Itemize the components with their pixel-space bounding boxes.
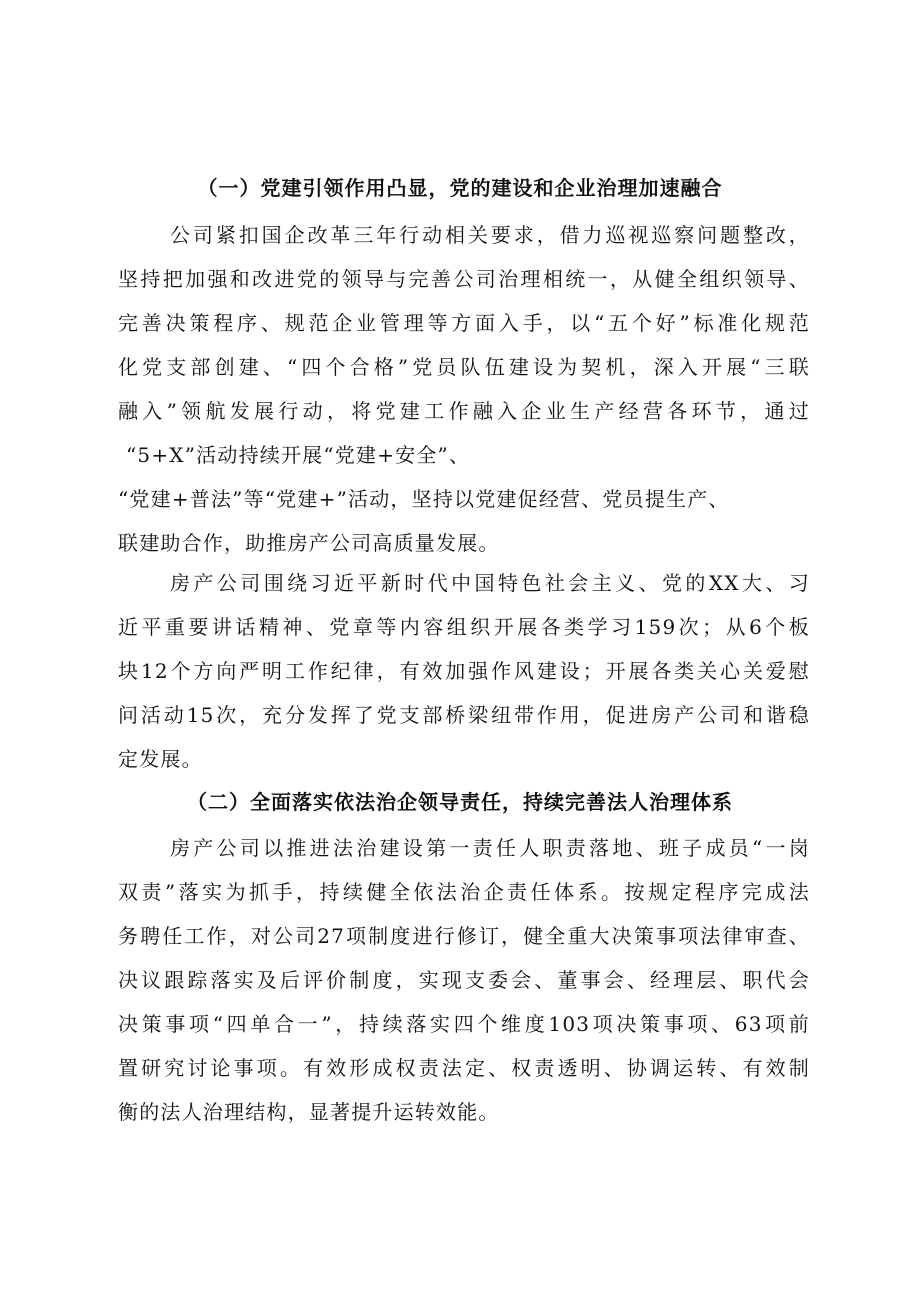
section1-para2-line: 问活动15次，充分发挥了党支部桥梁纽带作用，促进房产公司和谐稳: [118, 703, 810, 727]
section2-para1-line: 置研究讨论事项。有效形成权责法定、权责透明、协调运转、有效制: [118, 1056, 810, 1080]
section2-para1-line: 双责”落实为抓手，持续健全依法治企责任体系。按规定程序完成法: [118, 880, 810, 904]
section1-para1-line: 公司紧扣国企改革三年行动相关要求，借力巡视巡察问题整改，: [170, 223, 810, 247]
section1-heading: （一）党建引领作用凸显，党的建设和企业治理加速融合: [197, 176, 723, 200]
section2-heading: （二）全面落实依法治企领导责任，持续完善法人治理体系: [187, 790, 733, 814]
section1-para1-line: 完善决策程序、规范企业管理等方面入手，以“五个好”标准化规范: [118, 311, 810, 335]
section1-para2-line: 定发展。: [118, 747, 203, 771]
section1-para1-line: 联建助合作，助推房产公司高质量发展。: [118, 531, 500, 555]
section1-para1-line: “党建+普法”等“党建+”活动，坚持以党建促经营、党员提生产、: [118, 487, 730, 511]
section1-para1-line: “5+X”活动持续开展“党建+安全”、: [126, 443, 471, 467]
section2-para1-line: 决策事项“四单合一”，持续落实四个维度103项决策事项、63项前: [118, 1012, 810, 1036]
section1-para2-line: 近平重要讲话精神、党章等内容组织开展各类学习159次；从6个板: [118, 615, 810, 639]
section2-para1-line: 衡的法人治理结构，显著提升运转效能。: [118, 1100, 500, 1124]
section1-para1-line: 化党支部创建、“四个合格”党员队伍建设为契机，深入开展“三联: [118, 355, 810, 379]
section2-para1-line: 务聘任工作，对公司27项制度进行修订，健全重大决策事项法律审查、: [118, 924, 810, 948]
section1-para2-line: 房产公司围绕习近平新时代中国特色社会主义、党的XX大、习: [170, 571, 810, 595]
section1-para1-line: 坚持把加强和改进党的领导与完善公司治理相统一，从健全组织领导、: [118, 267, 810, 291]
section2-para1-line: 决议跟踪落实及后评价制度，实现支委会、董事会、经理层、职代会: [118, 968, 810, 992]
section1-para2-line: 块12个方向严明工作纪律，有效加强作风建设；开展各类关心关爱慰: [118, 659, 810, 683]
section1-para1-line: 融入”领航发展行动，将党建工作融入企业生产经营各环节，通过: [118, 399, 810, 423]
section2-para1-line: 房产公司以推进法治建设第一责任人职责落地、班子成员“一岗: [170, 836, 810, 860]
